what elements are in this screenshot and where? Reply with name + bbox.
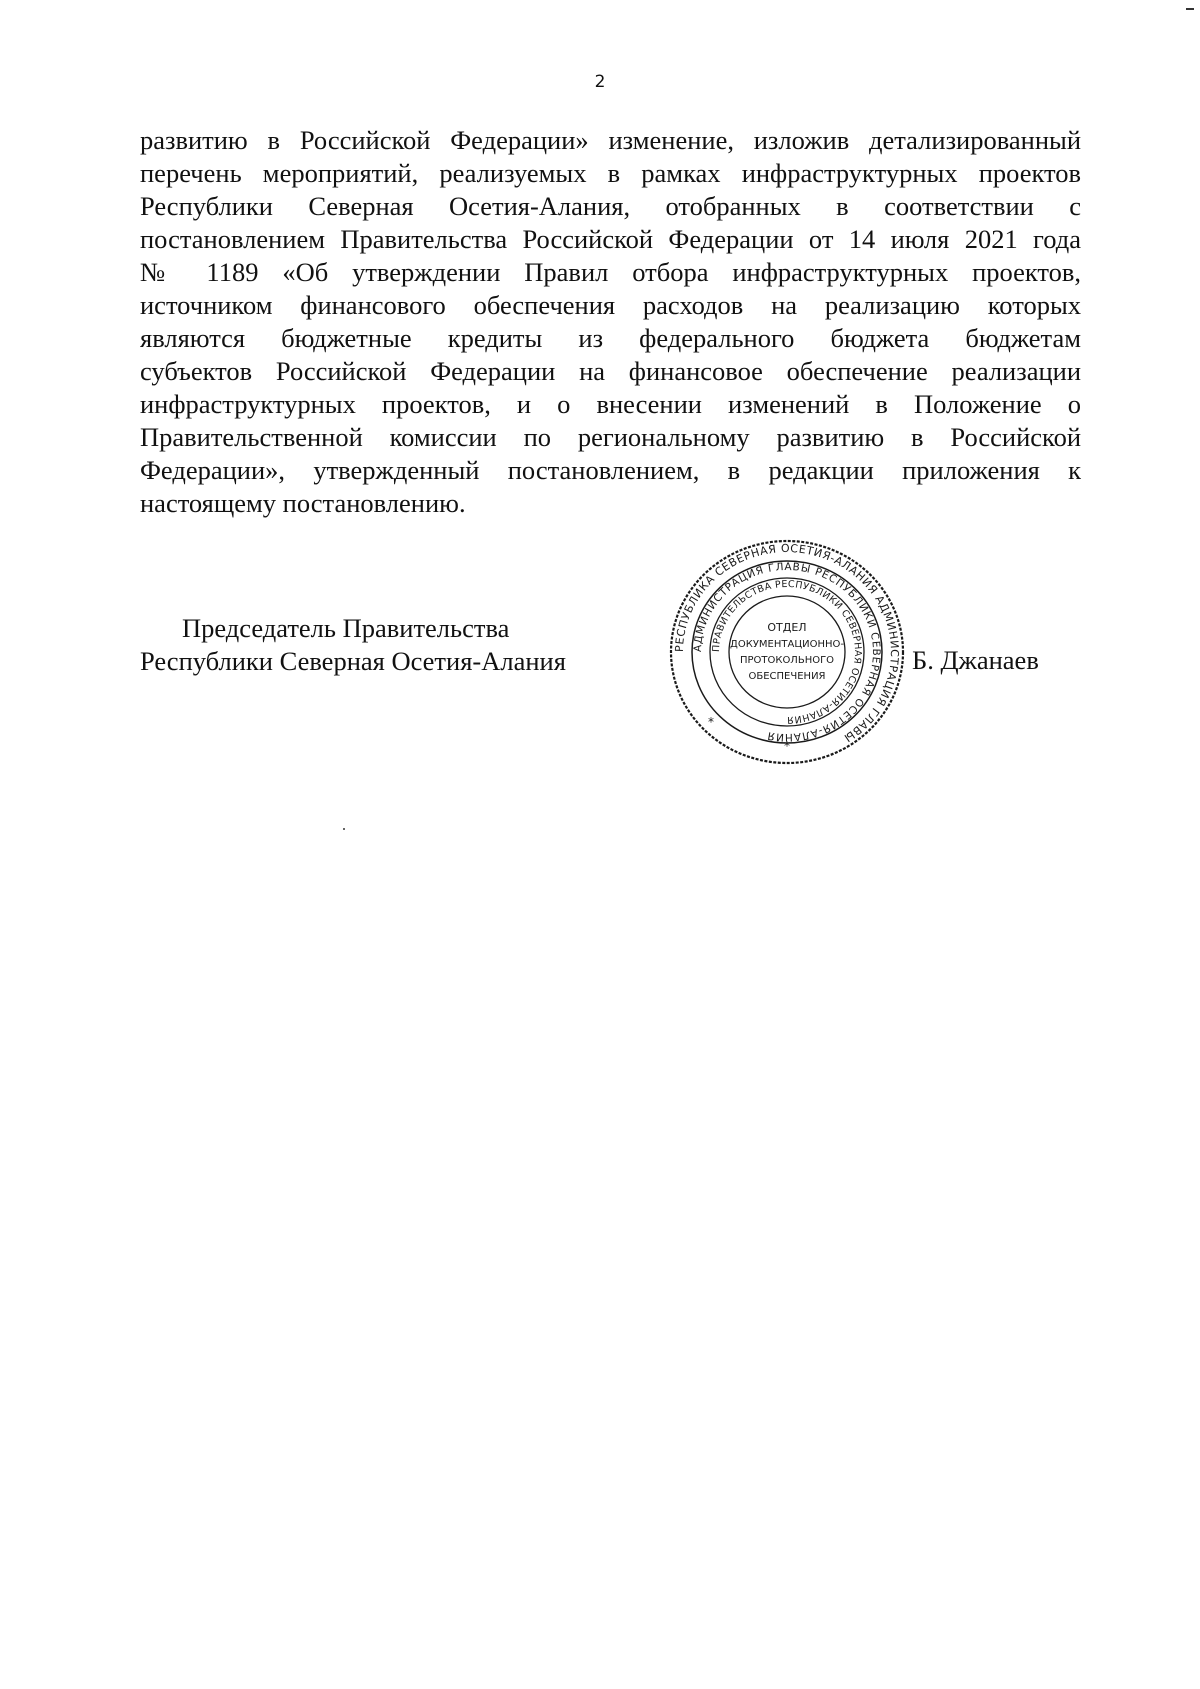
signatory-position-line1: Председатель Правительства xyxy=(182,613,510,643)
body-line: Федерации», утвержденный постановлением, в редакции приложения к xyxy=(140,455,1081,485)
stamp-outer-ring xyxy=(671,541,903,763)
body-line: постановлением Правительства Российской Федерации от 14 июля 2021 года xyxy=(140,224,1081,254)
body-line: перечень мероприятий, реализуемых в рамках инфраструктурных проектов xyxy=(140,158,1081,188)
scan-corner-mark xyxy=(1186,8,1194,10)
stamp-center-line2: ДОКУМЕНТАЦИОННО- xyxy=(730,639,844,650)
body-line: Правительственной комиссии по региональному развитию в Российской xyxy=(140,422,1081,452)
body-line: являются бюджетные кредиты из федерального бюджета бюджетам xyxy=(140,323,1081,353)
stamp-star-bottom: * xyxy=(784,739,790,753)
stamp-star-left: * xyxy=(708,715,714,729)
signatory-name: Б. Джанаев xyxy=(912,645,1039,675)
official-seal-stamp xyxy=(668,538,906,766)
signatory-position-line2: Республики Северная Осетия-Алания xyxy=(140,646,566,676)
stamp-center-line1: ОТДЕЛ xyxy=(767,621,807,634)
body-paragraph xyxy=(140,124,1081,520)
body-line: источником финансового обеспечения расходов на реализацию которых xyxy=(140,290,1081,320)
stamp-inner-text: ПРАВИТЕЛЬСТВА РЕСПУБЛИКИ СЕВЕРНАЯ ОСЕТИЯ-АЛАНИЯ xyxy=(710,578,864,726)
body-line: Республики Северная Осетия-Алания, отобранных в соответствии с xyxy=(140,191,1081,221)
stamp-inner-ring xyxy=(729,596,845,708)
body-line: субъектов Российской Федерации на финансовое обеспечение реализации xyxy=(140,356,1081,386)
body-line: инфраструктурных проектов, и о внесении изменений в Положение о xyxy=(140,389,1081,419)
stamp-center-line3: ПРОТОКОЛЬНОГО xyxy=(739,655,835,666)
page-number: 2 xyxy=(594,72,606,92)
stamp-outer-text: РЕСПУБЛИКА СЕВЕРНАЯ ОСЕТИЯ-АЛАНИЯ АДМИНИСТРАЦИЯ ГЛАВЫ xyxy=(672,541,902,745)
stamp-ring-3 xyxy=(710,578,864,726)
stamp-middle-text: АДМИНИСТРАЦИЯ ГЛАВЫ РЕСПУБЛИКИ СЕВЕРНАЯ ОСЕТИЯ-АЛАНИЯ xyxy=(691,560,883,744)
signatory-position xyxy=(140,612,566,678)
body-line: № 1189 «Об утверждении Правил отбора инфраструктурных проектов, xyxy=(140,257,1081,287)
stamp-center-line4: ОБЕСПЕЧЕНИЯ xyxy=(748,671,826,682)
body-line: развитию в Российской Федерации» изменение, изложив детализированный xyxy=(140,125,1081,155)
scan-speck xyxy=(343,828,345,830)
body-line: настоящему постановлению. xyxy=(140,488,466,518)
